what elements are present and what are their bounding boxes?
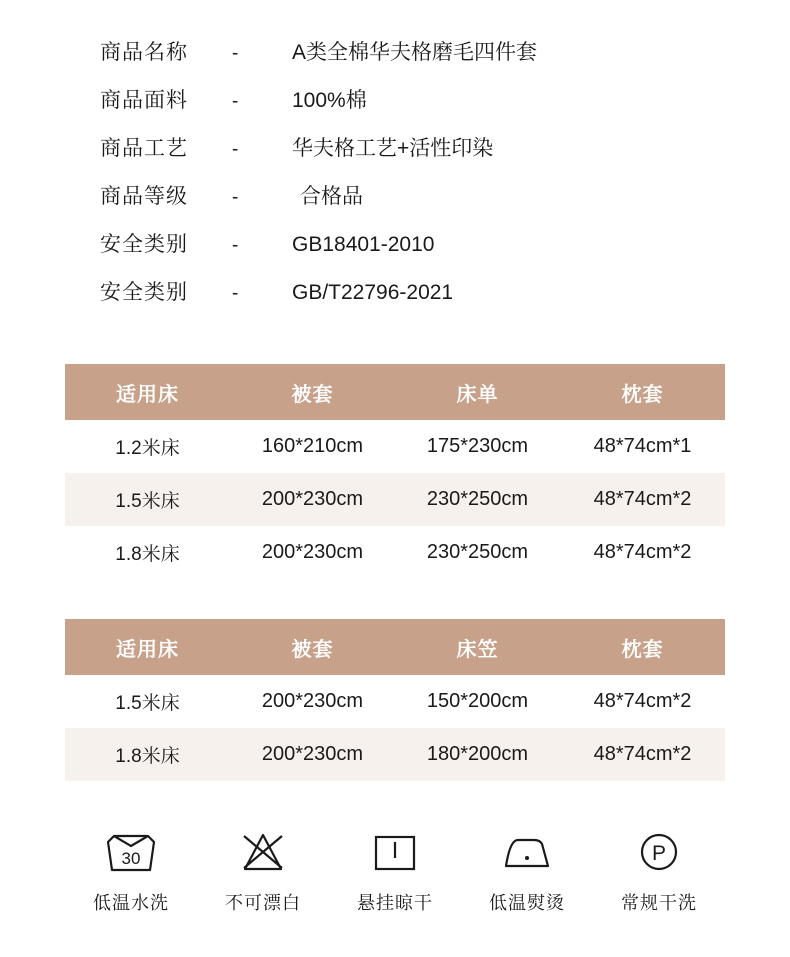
column-header: 被套 — [230, 619, 395, 675]
spec-row — [0, 132, 790, 180]
column-header: 被套 — [230, 364, 395, 420]
spec-row — [0, 276, 790, 324]
size-table-fitted — [65, 619, 725, 781]
table-cell: 1.5米床 — [115, 491, 180, 512]
table-cell: 200*230cm — [261, 488, 364, 510]
table-cell: 1.8米床 — [115, 746, 180, 767]
table-header-row — [65, 619, 725, 675]
spec-value: GB18401-2010 — [292, 233, 435, 256]
care-item-iron — [461, 823, 593, 915]
spec-row — [0, 36, 790, 84]
no-bleach-icon — [197, 823, 329, 881]
care-item-dryclean — [593, 823, 725, 915]
table-cell: 180*200cm — [426, 743, 529, 765]
table-cell: 1.2米床 — [115, 438, 180, 459]
table-cell: 150*200cm — [426, 690, 529, 712]
table-cell: 160*210cm — [261, 435, 364, 457]
column-header: 适用床 — [65, 364, 230, 420]
table-cell: 48*74cm*2 — [593, 488, 692, 510]
table-cell: 48*74cm*2 — [593, 743, 692, 765]
dry-clean-p-icon — [593, 823, 725, 881]
care-label: 悬挂晾干 — [357, 893, 433, 913]
table-cell: 200*230cm — [261, 690, 364, 712]
care-label: 不可漂白 — [225, 893, 301, 913]
table-cell: 1.5米床 — [115, 693, 180, 714]
spec-separator: - — [232, 91, 239, 112]
spec-separator: - — [232, 283, 239, 304]
table-cell: 175*230cm — [426, 435, 529, 457]
svg-text:P: P — [651, 842, 667, 865]
spec-label: 安全类别 — [100, 233, 188, 256]
column-header: 适用床 — [65, 619, 230, 675]
wash-30-icon — [65, 823, 197, 881]
care-instructions — [0, 823, 790, 915]
column-header: 枕套 — [560, 364, 725, 420]
spec-value: 合格品 — [300, 185, 363, 208]
table-row — [65, 526, 725, 579]
table-cell: 1.8米床 — [115, 544, 180, 565]
spec-row — [0, 180, 790, 228]
spec-value: 100%棉 — [292, 89, 367, 112]
spec-separator: - — [232, 139, 239, 160]
size-table-quilt — [65, 364, 725, 579]
spec-label: 商品面料 — [100, 89, 188, 112]
svg-text:30: 30 — [121, 849, 141, 868]
iron-low-icon — [461, 823, 593, 881]
spec-row — [0, 228, 790, 276]
column-header: 床单 — [395, 364, 560, 420]
care-item-dry — [329, 823, 461, 915]
spec-separator: - — [232, 235, 239, 256]
care-label: 低温熨烫 — [489, 893, 565, 913]
table-row — [65, 473, 725, 526]
spec-row — [0, 84, 790, 132]
spec-separator: - — [232, 43, 239, 64]
table-cell: 200*230cm — [261, 541, 364, 563]
table-cell: 48*74cm*1 — [593, 435, 692, 457]
table-cell: 230*250cm — [426, 541, 529, 563]
table-cell: 200*230cm — [261, 743, 364, 765]
table-cell: 48*74cm*2 — [593, 690, 692, 712]
spec-value: GB/T22796-2021 — [292, 281, 454, 304]
table-cell: 230*250cm — [426, 488, 529, 510]
column-header: 床笠 — [395, 619, 560, 675]
table-header-row — [65, 364, 725, 420]
spec-value: 华夫格工艺+活性印染 — [292, 137, 494, 160]
spec-separator: - — [232, 187, 239, 208]
care-label: 低温水洗 — [93, 893, 169, 913]
table-cell: 48*74cm*2 — [593, 541, 692, 563]
table-row — [65, 420, 725, 473]
care-item-wash — [65, 823, 197, 915]
care-label: 常规干洗 — [621, 893, 697, 913]
care-item-bleach — [197, 823, 329, 915]
spec-label: 商品等级 — [100, 185, 188, 208]
spec-label: 商品名称 — [100, 41, 188, 64]
spec-label: 安全类别 — [100, 281, 188, 304]
column-header: 枕套 — [560, 619, 725, 675]
spec-list — [0, 0, 790, 324]
spec-value: A类全棉华夫格磨毛四件套 — [292, 41, 538, 64]
table-row — [65, 675, 725, 728]
table-row — [65, 728, 725, 781]
hang-dry-icon — [329, 823, 461, 881]
spec-label: 商品工艺 — [100, 137, 188, 160]
